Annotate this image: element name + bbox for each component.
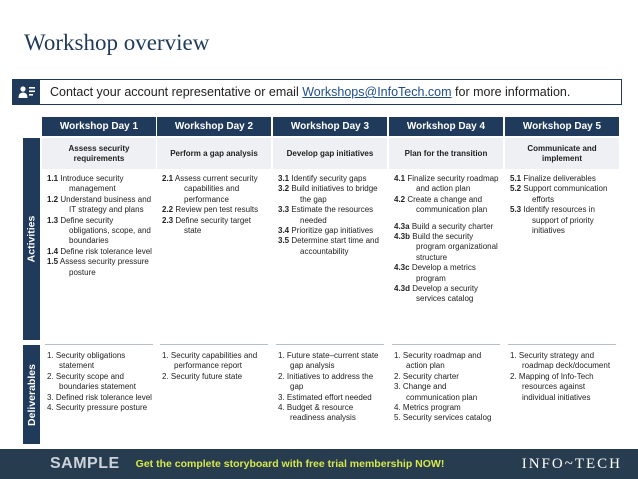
- deliverable-number: 1.: [47, 351, 54, 360]
- deliverable-number: 2.: [394, 371, 401, 381]
- activity-item: [278, 236, 383, 257]
- activity-number: 4.3a: [394, 221, 410, 231]
- deliverables-row-label: [23, 345, 40, 444]
- deliverable-item: [278, 351, 383, 372]
- deliverables-label-text: Deliverables: [25, 363, 38, 426]
- activity-item: [510, 205, 615, 236]
- activity-text: Define security target state: [175, 215, 251, 236]
- deliverable-item: [278, 393, 383, 403]
- person-contact-icon: [13, 80, 40, 104]
- deliverable-item: [510, 351, 615, 372]
- activity-text: Identify security gaps: [291, 174, 367, 183]
- activity-number: 4.3d: [394, 284, 411, 294]
- sample-label: SAMPLE: [50, 455, 120, 472]
- deliverable-number: 1.: [394, 351, 401, 360]
- activities-cell: [42, 172, 156, 342]
- deliverable-item: [394, 382, 499, 403]
- activity-number: 1.5: [47, 257, 59, 267]
- deliverable-item: [510, 372, 615, 403]
- deliverable-text: Security charter: [402, 371, 459, 381]
- row-divider: [276, 344, 384, 345]
- deliverable-text: Change and communication plan: [402, 382, 478, 402]
- activity-item: [394, 174, 499, 195]
- activity-number: 3.1: [278, 174, 290, 183]
- deliverable-number: 3.: [278, 392, 285, 402]
- activity-item: [47, 216, 152, 247]
- activity-number: 5.3: [510, 205, 522, 215]
- activity-number: 4.2: [394, 194, 406, 204]
- email-link[interactable]: Workshops@InfoTech.com: [302, 85, 452, 99]
- deliverable-text: Budget & resource readiness analysis: [286, 403, 356, 423]
- activity-item: [394, 232, 499, 263]
- activity-item: [47, 174, 152, 195]
- activity-number: 1.2: [47, 194, 59, 204]
- activity-number: 3.4: [278, 226, 290, 236]
- activity-item: [394, 195, 499, 216]
- deliverable-text: Metrics program: [402, 403, 461, 413]
- activity-text: Introduce security management: [60, 174, 124, 194]
- activities-cell: [157, 172, 271, 342]
- deliverable-text: Mapping of Info-Tech resources against individual initiatives: [518, 371, 594, 402]
- deliverable-number: 2.: [510, 371, 517, 381]
- activity-item: [162, 216, 267, 237]
- deliverable-item: [394, 403, 499, 413]
- deliverable-item: [47, 403, 152, 413]
- row-divider: [392, 344, 500, 345]
- activity-text: Estimate the resources needed: [291, 205, 374, 225]
- deliverable-text: Security future state: [170, 371, 243, 381]
- activity-item: [47, 195, 152, 216]
- row-divider: [160, 344, 268, 345]
- day-focus: Develop gap initiatives: [273, 138, 387, 169]
- deliverable-number: 5.: [394, 413, 401, 423]
- activity-text: Define security obligations, scope, and boundaries: [60, 215, 151, 246]
- activity-text: Develop a metrics program: [411, 263, 476, 283]
- day-header: Workshop Day 4: [389, 117, 503, 136]
- deliverable-number: 2.: [162, 371, 169, 381]
- activities-cell: [505, 172, 619, 342]
- day-focus: Assess security requirements: [42, 138, 156, 169]
- activity-number: 1.4: [47, 246, 59, 256]
- activity-item: [278, 174, 383, 184]
- trial-cta-link[interactable]: Get the complete storyboard with free trial membership NOW!: [135, 458, 445, 470]
- deliverable-text: Security scope and boundaries statement: [55, 371, 136, 392]
- deliverable-text: Estimated effort needed: [286, 392, 372, 402]
- deliverable-number: 1.: [162, 351, 169, 360]
- activity-number: 1.3: [47, 215, 59, 225]
- activities-row-label: [23, 138, 40, 340]
- deliverable-number: 2.: [47, 371, 54, 381]
- activity-number: 2.1: [162, 174, 174, 183]
- activity-item: [162, 205, 267, 215]
- activity-item: [394, 263, 499, 284]
- activity-number: 3.3: [278, 205, 290, 215]
- deliverable-number: 4.: [47, 403, 54, 413]
- day-focus: Communicate and implement: [505, 138, 619, 169]
- contact-text: [40, 85, 570, 99]
- deliverable-number: 3.: [47, 392, 54, 402]
- deliverable-item: [278, 403, 383, 424]
- activity-item: [47, 257, 152, 278]
- deliverable-item: [278, 372, 383, 393]
- activity-text: Build a security charter: [411, 221, 494, 231]
- activity-number: 2.2: [162, 205, 174, 215]
- deliverable-item: [394, 413, 499, 423]
- activity-item: [278, 226, 383, 236]
- activity-item: [162, 174, 267, 205]
- deliverable-text: Defined risk tolerance level: [55, 392, 152, 402]
- activity-text: Prioritize gap initiatives: [291, 226, 374, 236]
- activity-item: [510, 174, 615, 184]
- day-focus: Plan for the transition: [389, 138, 503, 169]
- activity-number: 3.5: [278, 236, 290, 246]
- info-tech-logo: INFO~TECH: [521, 455, 622, 472]
- deliverables-cell: [389, 349, 503, 445]
- row-divider: [508, 344, 616, 345]
- deliverables-cell: [42, 349, 156, 445]
- activities-cell: [389, 172, 503, 342]
- activity-text: Define risk tolerance level: [60, 246, 152, 256]
- deliverable-item: [162, 372, 267, 382]
- activities-label-text: Activities: [25, 215, 38, 263]
- deliverable-item: [47, 372, 152, 393]
- activity-text: Finalize security roadmap and action plan: [407, 174, 499, 194]
- activity-text: Determine start time and accountability: [291, 236, 379, 256]
- activity-number: 5.1: [510, 174, 522, 183]
- activity-number: 5.2: [510, 184, 522, 194]
- deliverable-number: 1.: [278, 351, 285, 360]
- day-focus: Perform a gap analysis: [157, 138, 271, 169]
- contact-suffix: for more information.: [451, 85, 571, 99]
- footer-bar: [0, 449, 638, 479]
- activity-text: Build initiatives to bridge the gap: [291, 184, 378, 204]
- day-header: Workshop Day 1: [42, 117, 156, 136]
- activities-cell: [273, 172, 387, 342]
- deliverable-number: 4.: [394, 403, 401, 413]
- activity-text: Understand business and IT strategy and plans: [60, 194, 152, 215]
- deliverable-text: Security strategy and roadmap deck/document: [518, 351, 611, 371]
- activity-text: Identify resources in support of priority initiatives: [523, 205, 595, 236]
- deliverable-text: Security pressure posture: [55, 403, 148, 413]
- deliverable-item: [47, 393, 152, 403]
- activity-text: Assess current security capabilities and performance: [174, 174, 258, 204]
- activity-text: Develop a security services catalog: [412, 284, 479, 304]
- activity-item: [278, 205, 383, 226]
- activity-number: 4.3c: [394, 263, 410, 273]
- deliverable-text: Security services catalog: [402, 413, 492, 423]
- deliverable-item: [394, 372, 499, 382]
- contact-prefix: Contact your account representative or email: [50, 85, 303, 99]
- activity-item: [394, 284, 499, 305]
- deliverable-item: [162, 351, 267, 372]
- activity-item: [278, 184, 383, 205]
- deliverable-text: Security roadmap and action plan: [402, 351, 482, 371]
- activity-number: 3.2: [278, 184, 290, 194]
- deliverable-text: Security capabilities and performance report: [170, 351, 258, 371]
- activity-text: Support communication efforts: [523, 184, 608, 204]
- row-divider: [45, 344, 153, 345]
- activity-text: Assess security pressure posture: [59, 257, 149, 277]
- page-title: Workshop overview: [24, 30, 210, 55]
- activity-text: Review pen test results: [175, 205, 259, 215]
- activity-item: [510, 184, 615, 205]
- deliverable-text: Security obligations statement: [55, 351, 126, 371]
- day-header: Workshop Day 3: [273, 117, 387, 136]
- deliverable-number: 4.: [278, 403, 285, 413]
- deliverables-cell: [157, 349, 271, 445]
- deliverable-text: Initiatives to address the gap: [286, 371, 374, 392]
- activity-number: 1.1: [47, 174, 59, 183]
- deliverables-cell: [505, 349, 619, 445]
- activity-number: 4.3b: [394, 232, 411, 242]
- deliverable-text: Future state–current state gap analysis: [286, 351, 379, 371]
- activity-text: Build the security program organizational structure: [412, 232, 498, 262]
- activity-item: [394, 222, 499, 232]
- deliverable-number: 1.: [510, 351, 517, 360]
- day-header: Workshop Day 2: [157, 117, 271, 136]
- deliverable-item: [394, 351, 499, 372]
- activity-text: Create a change and communication plan: [407, 194, 488, 215]
- activity-text: Finalize deliverables: [523, 174, 596, 183]
- deliverable-item: [47, 351, 152, 372]
- deliverable-number: 3.: [394, 382, 401, 392]
- contact-banner: [12, 79, 622, 105]
- deliverable-number: 2.: [278, 371, 285, 381]
- activity-item: [47, 247, 152, 257]
- activity-number: 4.1: [394, 174, 406, 183]
- deliverables-cell: [273, 349, 387, 445]
- activity-number: 2.3: [162, 215, 174, 225]
- day-header: Workshop Day 5: [505, 117, 619, 136]
